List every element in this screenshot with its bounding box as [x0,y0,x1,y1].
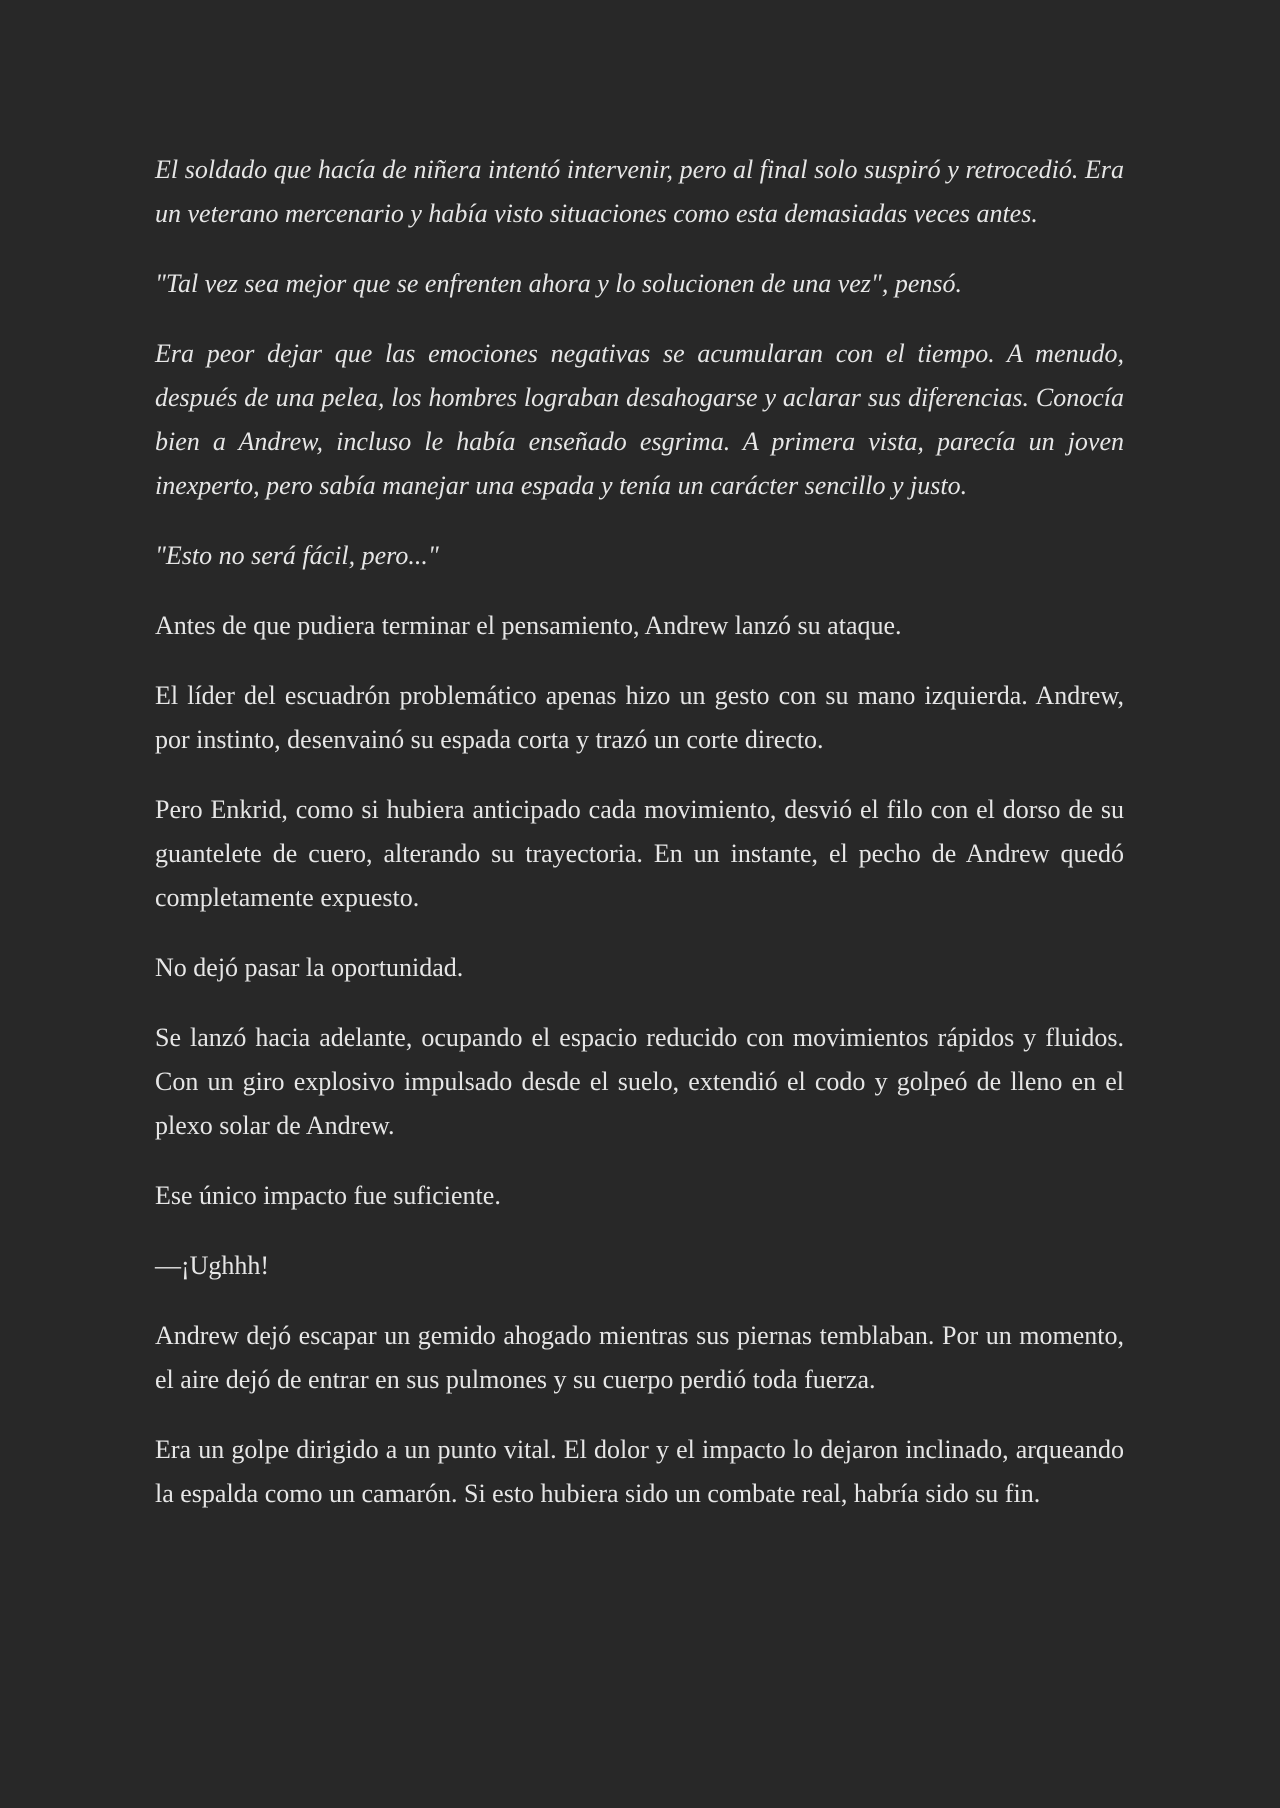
paragraph: Era peor dejar que las emociones negativas se acumularan con el tiempo. A menudo, después de una pelea, los hombres lograban desahogarse y aclarar sus diferencias. Conocía bien a Andrew, incluso le había enseñado esgrima. A primera vista, parecía un joven inexperto, pero sabía manejar una espada y tenía un carácter sencillo y justo. [155,339,1124,500]
paragraph: Pero Enkrid, como si hubiera anticipado cada movimiento, desvió el filo con el dorso de su guantelete de cuero, alterando su trayectoria. En un instante, el pecho de Andrew quedó completamente expuesto. [155,795,1124,912]
paragraph: Antes de que pudiera terminar el pensamiento, Andrew lanzó su ataque. [155,611,902,640]
paragraph: "Tal vez sea mejor que se enfrenten ahora y lo solucionen de una vez", pensó. [155,269,962,298]
paragraph: El líder del escuadrón problemático apenas hizo un gesto con su mano izquierda. Andrew, por instinto, desenvainó su espada corta y trazó un corte directo. [155,681,1124,754]
paragraph: —¡Ughhh! [155,1251,270,1280]
chapter-text [155,148,1124,1516]
paragraph: Andrew dejó escapar un gemido ahogado mientras sus piernas temblaban. Por un momento, el aire dejó de entrar en sus pulmones y su cuerpo perdió toda fuerza. [155,1321,1124,1394]
paragraph: No dejó pasar la oportunidad. [155,953,464,982]
paragraph: Se lanzó hacia adelante, ocupando el espacio reducido con movimientos rápidos y fluidos. Con un giro explosivo impulsado desde el suelo, extendió el codo y golpeó de lleno en el plexo solar de Andrew. [155,1023,1124,1140]
paragraph: Era un golpe dirigido a un punto vital. El dolor y el impacto lo dejaron inclinado, arqueando la espalda como un camarón. Si esto hubiera sido un combate real, habría sido su fin. [155,1435,1124,1508]
paragraph: Ese único impacto fue suficiente. [155,1181,501,1210]
paragraph: "Esto no será fácil, pero..." [155,541,439,570]
paragraph: El soldado que hacía de niñera intentó intervenir, pero al final solo suspiró y retrocedió. Era un veterano mercenario y había visto situaciones como esta demasiadas veces antes. [155,155,1124,228]
